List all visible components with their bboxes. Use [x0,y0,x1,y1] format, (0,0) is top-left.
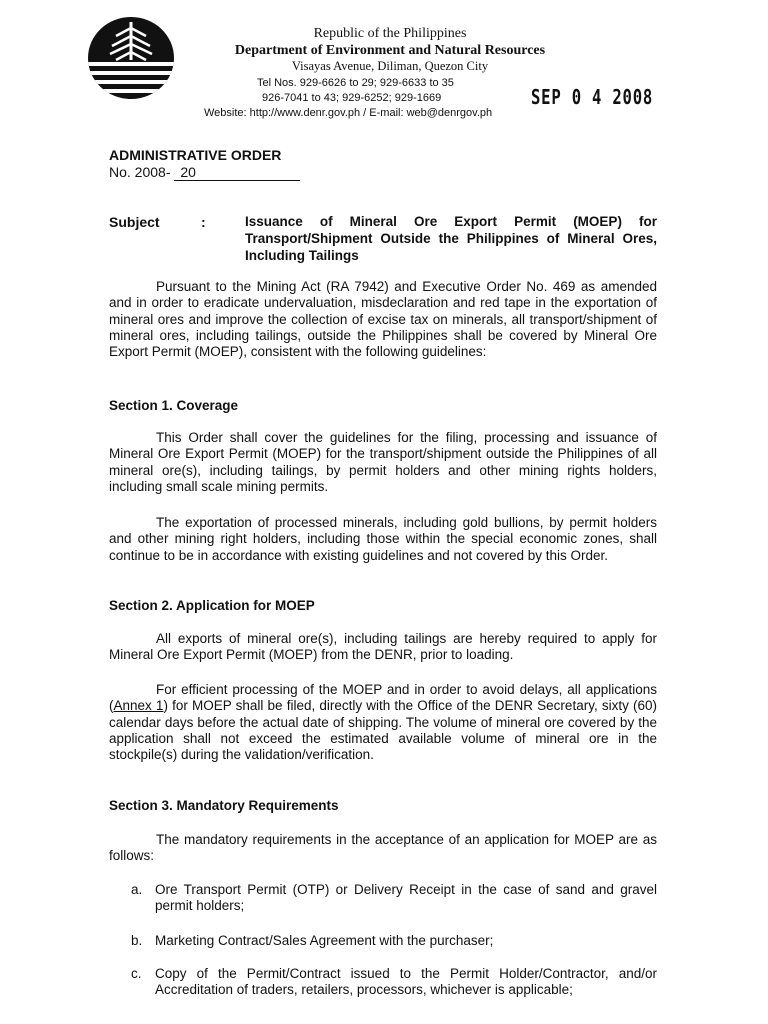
section1-heading: Section 1. Coverage [109,398,239,413]
section3-paragraph1: The mandatory requirements in the acceptance of an application for MOEP are as follows: [109,832,657,864]
section2-paragraph1: All exports of mineral ore(s), including tailings are hereby required to apply for Mineral Ore Export Permit (MOEP) from the DENR, prior to loading. [109,631,657,663]
header-website: Website: http://www.denr.gov.ph / E-mail: web@denrgov.ph [204,107,493,119]
section3-heading: Section 3. Mandatory Requirements [109,798,339,813]
date-stamp: SEP 0 4 2008 [531,85,654,109]
list-item [131,882,657,915]
order-number-prefix: No. 2008- [109,164,171,180]
header-tel-line2: 926-7041 to 43; 929-6252; 929-1669 [262,92,442,104]
list-item [131,966,657,999]
list-marker: a. [131,882,143,897]
subject-label: Subject [109,214,160,230]
list-item-text: Ore Transport Permit (OTP) or Delivery Receipt in the case of sand and gravel permit holders; [155,882,657,914]
header-tel-line1: Tel Nos. 929-6626 to 29; 929-6633 to 35 [257,77,454,89]
annex-1-link[interactable]: Annex 1 [113,698,164,714]
section1-paragraph1: This Order shall cover the guidelines for the filing, processing and issuance of Mineral Ore Export Permit (MOEP) for the transport/shipment outside the Philippines of all mineral ore(s), including tailings, by permit holders and other mining rights holders, including small scale mining permits. [109,430,657,494]
list-marker: c. [131,966,142,981]
section2-p2-before: For efficient processing of the MOEP and in order to avoid delays, all applications ( [109,682,657,714]
order-number-value: 20 [174,164,300,181]
subject-text: Issuance of Mineral Ore Export Permit (MOEP) for Transport/Shipment Outside the Philippines of Mineral Ores, Including Tailings [245,214,657,263]
list-item-text: Marketing Contract/Sales Agreement with the purchaser; [155,933,494,948]
list-item [131,933,657,949]
order-title: ADMINISTRATIVE ORDER [109,147,282,163]
header-republic: Republic of the Philippines [313,26,467,41]
header-department: Department of Environment and Natural Resources [234,43,546,58]
list-marker: b. [131,933,143,948]
list-item-text: Copy of the Permit/Contract issued to the Permit Holder/Contractor, and/or Accreditation of traders, retailers, processors, whichever is applicable; [155,966,657,998]
denr-logo [86,16,176,100]
section2-heading: Section 2. Application for MOEP [109,598,315,613]
section2-p2-after: ) for MOEP shall be filed, directly with the Office of the DENR Secretary, sixty (60) calendar days before the actual date of shipping. The volume of mineral ore covered by the application shall not exceed the estimated available volume of mineral ore in the stockpile(s) during the validation/verification. [109,698,657,763]
header-address: Visayas Avenue, Diliman, Quezon City [291,59,489,73]
intro-paragraph: Pursuant to the Mining Act (RA 7942) and Executive Order No. 469 as amended and in order to eradicate undervaluation, misdeclaration and red tape in the exportation of mineral ores and improve the collection of excise tax on minerals, all transport/shipment of mineral ores, including tailings, outside the Philippines shall be covered by Mineral Ore Export Permit (MOEP), consistent with the following guidelines: [109,279,657,360]
order-number [109,164,300,181]
section2-paragraph2 [109,682,657,763]
section1-paragraph2: The exportation of processed minerals, including gold bullions, by permit holders and other mining right holders, including those within the special economic zones, shall continue to be in accordance with existing guidelines and not covered by this Order. [109,515,657,563]
subject-colon: : [201,214,206,230]
